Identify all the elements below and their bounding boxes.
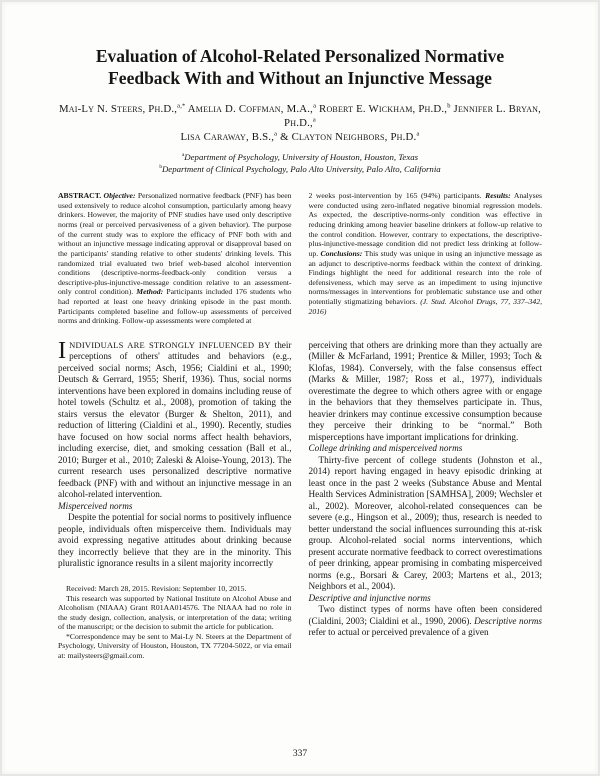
page-number: 337: [292, 749, 308, 759]
affiliation-mark: b: [159, 164, 162, 171]
body-paragraph: [309, 604, 543, 639]
article-body: [58, 336, 542, 660]
lead-in-caps: NDIVIDUALS ARE STRONGLY INFLUENCED BY: [69, 339, 271, 350]
footnote-funding: This research was supported by National Institute on Alcohol Abuse and Alcoholism (NIAAA) Grant R01AA014576. The NIAAA had no role in the study design, collection, analysis, or interpretation of the data; writing of the manuscript; or the decision to submit the article for publication.: [58, 593, 292, 632]
affiliations: [58, 152, 542, 176]
author-affiliation-mark: a: [274, 130, 278, 138]
abstract-results-label: Results:: [485, 191, 511, 201]
drop-cap: I: [58, 336, 67, 364]
abstract-objective-label: Objective:: [101, 191, 136, 201]
abstract-continuation-text: 2 weeks post-intervention by 165 (94%) participants.: [308, 191, 486, 201]
abstract-method-label: Method:: [133, 287, 164, 297]
journal-page: [2, 2, 598, 774]
author-name: Amelia D. Coffman, M.A.,: [185, 103, 314, 116]
affiliation-text: Department of Psychology, University of Houston, Houston, Texas: [184, 152, 419, 163]
abstract-section: [58, 191, 542, 326]
body-paragraph: perceiving that others are drinking more than they actually are (Miller & McFarland, 1991; Prentice & Miller, 1993; Toch & Klofas, 1984). Conversely, with the false consensus effect (Marks & Miller, 1987; Ross et al., 1977), individuals overestimate the degree to which others agree with or engage in the behaviors that they themselves participate in. Thus, heavier drinkers may continue excessive consumption because they perceive their drinking to be “normal.” Both misperceptions have important implications for drinking.: [308, 339, 542, 442]
footnote-received: Received: March 28, 2015. Revision: September 10, 2015.: [66, 583, 247, 593]
paragraph-text: refer to actual or perceived prevalence of a given: [308, 627, 489, 638]
author-name: Lisa Caraway, B.S.,: [180, 131, 275, 144]
author-affiliation-mark: a: [416, 130, 420, 138]
abstract-left-column: [58, 191, 292, 326]
author-name: Robert E. Wickham, Ph.D.,: [316, 103, 448, 116]
body-left-column: [58, 336, 292, 660]
author-affiliation-mark: a,*: [177, 102, 186, 110]
abstract-text: [58, 191, 292, 326]
footnote-block: [58, 584, 292, 660]
section-heading: College drinking and misperceived norms: [308, 443, 463, 454]
abstract-label: ABSTRACT.: [58, 191, 102, 201]
abstract-conclusions-label: Conclusions:: [320, 248, 363, 258]
footnote-correspondence: *Correspondence may be sent to Mai-Ly N. Steers at the Department of Psychology, University of Houston, Houston, TX 77204-5022, or via email at: mailysteers@gmail.com.: [58, 631, 292, 660]
section-heading: Descriptive and injunctive norms: [308, 592, 431, 603]
author-name: Jennifer L. Bryan, Ph.D.,: [284, 103, 542, 130]
abstract-results-text: Analyses were conducted using zero-inflated negative binomial regression models. As expected, the descriptive-norms-only condition was effective in reducing drinking among heavier baseline drinkers at follow-up relative to the control condition. However, contrary to expectations, the descriptive-plus-injunctive-message condition did not predict less drinking at follow-up.: [308, 191, 542, 258]
affiliation-text: Department of Clinical Psychology, Palo Alto University, Palo Alto, California: [161, 164, 441, 175]
body-right-column: [309, 340, 543, 660]
body-paragraph: Despite the potential for social norms to positively influence people, individuals often misperceive them. Individuals may avoid expressing negative attitudes about drinking because they incorrectly believe that they are in the minority. This pluralistic ignorance results in a silent majority incorrectly: [58, 512, 292, 569]
author-affiliation-mark: a: [313, 102, 317, 110]
abstract-conclusions-text: This study was unique in using an injunctive message as an adjunct to descriptive-norms feedback within the context of drinking. Findings highlight the need for additional research into the role of defensiveness, which may serve as an impediment to using injunctive norms/messages in interventions for problematic substance use and other potentially stigmatizing behaviors.: [308, 248, 543, 307]
author-name: Mai-Ly N. Steers, Ph.D.,: [58, 103, 178, 116]
affiliation: [58, 152, 542, 164]
abstract-citation: (J. Stud. Alcohol Drugs, 77, 337–342, 2016): [308, 297, 542, 316]
abstract-text: [309, 191, 543, 316]
affiliation-mark: a: [181, 152, 185, 159]
abstract-right-column: [309, 191, 543, 326]
authors-line-1: [58, 102, 542, 130]
abstract-method-text: Participants included 176 students who had reported at least one heavy drinking episode in the past month. Participants completed baseline and follow-up assessments of perceived norms and drinking. Follow-up assessments were completed at: [58, 287, 292, 326]
author-affiliation-mark: a: [312, 116, 316, 124]
paragraph-text: their perceptions of others' attitudes and behaviors (e.g., perceived social norms; Asch, 1956; Cialdini et al., 1990; Deutsch & Gerrard, 1955; Sherif, 1936). Thus, social norms interventions have been explored in domains including reuse of hotel towels (Schultz et al., 2008), promotion of taking the stairs versus the elevator (Burger & Shelton, 2011), and reduction of littering (Cialdini et al., 1990). Recently, studies have focused on how social norms affect health behaviors, including exercise, diet, and smoking cessation (Ball et al., 2010; Burger et al., 2010; Zaleski & Aloise-Young, 2013). The current research uses personalized descriptive normative feedback (PNF) with and without an injunctive message in an alcohol-related intervention.: [58, 339, 292, 500]
authors-line-2: [58, 130, 542, 144]
body-paragraph: Thirty-five percent of college students (Johnston et al., 2014) report having engaged in heavy episodic drinking at least once in the past 2 weeks (Substance Abuse and Mental Health Services Administration [SAMHSA], 2009; Wechsler et al., 2002). Moreover, alcohol-related consequences can be severe (e.g., Hingson et al., 2009); thus, research is needed to better understand the social influences surrounding this at-risk group. Alcohol-related social norms interventions, which present accurate normative feedback to correct overestimations of peer drinking, appear promising in combating misperceived norms (e.g., Borsari & Carey, 2003; Martens et al., 2013; Neighbors et al., 2004).: [308, 454, 542, 592]
author-name: & Clayton Neighbors, Ph.D.: [277, 131, 417, 144]
paragraph-italic-term: Descriptive norms: [474, 615, 542, 626]
section-heading: Misperceived norms: [58, 500, 133, 511]
body-paragraph: [58, 336, 292, 501]
affiliation: [58, 164, 542, 176]
abstract-objective-text: Personalized normative feedback (PNF) has been used extensively to reduce alcohol consumption, particularly among heavy drinkers. However, the majority of PNF studies have used only descriptive norms (real or perceived pervasiveness of a given behavior). The purpose of the current study was to explore the efficacy of PNF both with and without an injunctive message indicating approval or disapproval based on the participants' standing relative to other students' drinking levels. This randomized trial evaluated two brief web-based alcohol intervention conditions (descriptive-norms-feedback-only condition versus a descriptive-plus-injunctive-message condition relative to an assessment-only control condition).: [58, 191, 292, 297]
page-title: Evaluation of Alcohol-Related Personalized Normative Feedback With and Without an Injunctive Message: [95, 46, 505, 88]
paragraph-text: Two distinct types of norms have often been considered (Cialdini, 2003; Cialdini et al., 1990, 2006).: [308, 604, 542, 626]
author-affiliation-mark: b: [447, 102, 451, 110]
